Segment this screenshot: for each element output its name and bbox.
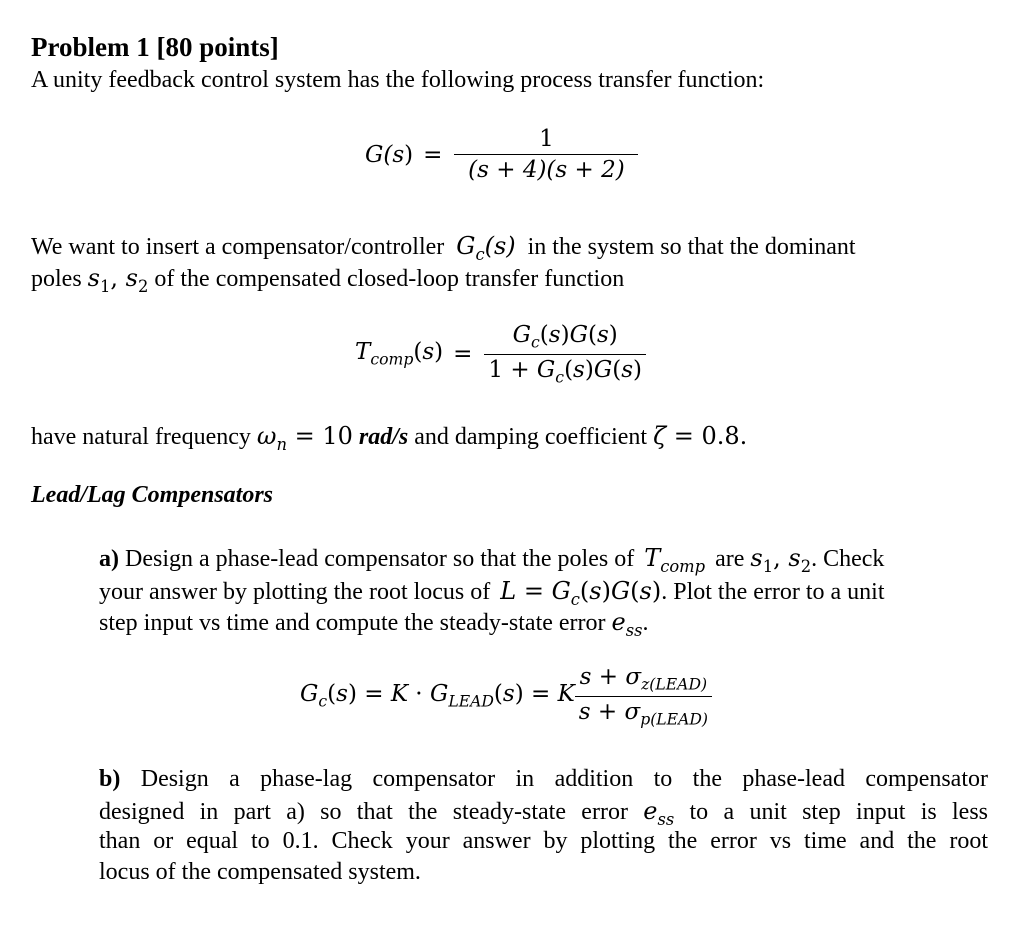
eq3-denominator: $s + \sigma_{p(LEAD)}$ <box>575 696 712 729</box>
part-b-text-3: to a unit step input is less <box>689 799 989 825</box>
eq3-numerator: $s + \sigma_{z(LEAD)}$ <box>579 664 708 694</box>
part-a-line3 <box>99 608 648 640</box>
part-a-label: a) <box>99 546 119 572</box>
problem-title: Problem 1 [80 points] <box>31 32 279 62</box>
eq2-equals: = <box>453 341 473 368</box>
loop-gain-symbol: $L = G_c(s)G(s)$ <box>500 577 662 609</box>
part-a-text-1: Design a phase-lead compensator so that the poles of <box>125 546 635 572</box>
zeta-symbol: ζ = 0.8. <box>653 422 748 450</box>
spec-line <box>31 422 747 454</box>
part-a-text-7: . <box>642 610 649 636</box>
para2-line1 <box>31 232 856 264</box>
poles-symbol: $s_1$, $s_2$ <box>87 264 149 296</box>
part-a-text-2: are <box>715 546 745 572</box>
spec-text-2: and damping coefficient <box>414 424 648 450</box>
part-b-line1 <box>99 766 988 793</box>
part-b-line4: locus of the compensated system. <box>99 859 421 885</box>
eq3-fraction <box>575 664 712 728</box>
part-a-line1 <box>99 544 884 576</box>
problem-intro: A unity feedback control system has the following process transfer function: <box>31 67 765 93</box>
eq2-fraction <box>484 322 646 386</box>
para2-text-1: We want to insert a compensator/controller <box>31 234 445 260</box>
eq1-denominator: (s + 4)(s + 2) <box>454 154 638 183</box>
equation-process-transfer-function <box>365 126 638 183</box>
equation-lead-compensator <box>300 664 712 728</box>
para2-text-4: of the compensated closed-loop transfer function <box>154 266 625 292</box>
part-b-text-2: designed in part a) so that the steady-state error <box>99 799 628 825</box>
eq2-numerator: $G_c(s)G(s)$ <box>512 322 618 352</box>
part-a-text-3: . Check <box>811 546 885 572</box>
para2-text-3: poles <box>31 266 82 292</box>
eq3-lhs: $G_c(s) = K \cdot G_{LEAD}(s) = K$ <box>300 681 575 711</box>
rad-per-s-unit: rad/s <box>358 424 409 450</box>
part-b-label: b) <box>99 766 121 792</box>
para2-line2 <box>31 264 624 296</box>
part-a-poles: $s_1$, $s_2$ <box>750 544 812 576</box>
part-b-ess-symbol: $e_{ss}$ <box>643 797 675 829</box>
part-b-line3 <box>99 828 988 855</box>
part-b-line2-text <box>99 797 988 829</box>
part-a-text-6: step input vs time and compute the steady-state error <box>99 610 606 636</box>
eq1-equals: = <box>423 141 443 168</box>
part-b-line2 <box>99 797 988 829</box>
ess-symbol: $e_{ss}$ <box>611 608 643 640</box>
equation-closed-loop <box>355 322 646 386</box>
part-a-text-5: . Plot the error to a unit <box>661 579 885 605</box>
eq2-lhs: $T_{comp}(s)$ <box>355 339 444 369</box>
eq1-fraction <box>454 126 638 183</box>
eq1-lhs: G(s) <box>365 141 414 168</box>
spec-text-1: have natural frequency <box>31 424 251 450</box>
part-a-line2 <box>99 577 885 609</box>
gc-symbol: $G_c(s)$ <box>456 232 516 264</box>
part-b-text-4: than or equal to 0.1. Check your answer by plotting the error vs time and the root <box>99 828 988 854</box>
eq1-numerator: 1 <box>539 126 554 152</box>
eq2-denominator: $1 + G_c(s)G(s)$ <box>484 354 646 387</box>
para2-text-2: in the system so that the dominant <box>527 234 856 260</box>
part-b-text-1: Design a phase-lag compensator in addition to the phase-lead compensator <box>140 766 988 792</box>
section-heading: Lead/Lag Compensators <box>31 482 274 508</box>
part-a-text-4: your answer by plotting the root locus of <box>99 579 491 605</box>
wn-symbol: $\omega_n = 10$ <box>256 422 353 454</box>
tcomp-symbol: $T_{comp}$ <box>644 544 706 576</box>
part-b-line1-text <box>99 766 988 793</box>
